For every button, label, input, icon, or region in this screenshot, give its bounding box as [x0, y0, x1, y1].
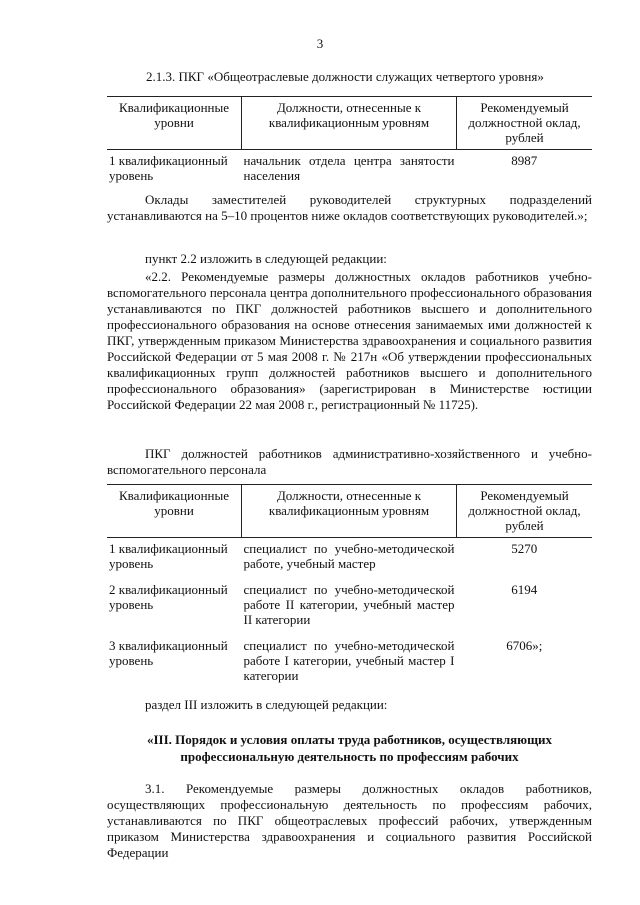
section-3-title: «III. Порядок и условия оплаты труда работников, осуществляющих профессиональную деятельность по профессиям рабочих [146, 732, 553, 764]
salary-value: 8987 [511, 153, 538, 168]
header-qualification-levels: Квалификационные уровни [107, 97, 242, 150]
header-recommended-salary: Рекомендуемый должностной оклад, рублей [457, 97, 593, 150]
salary-value: 6706»; [506, 638, 543, 653]
header-qualification-levels: Квалификационные уровни [107, 485, 242, 538]
position: специалист по учебно-методической работе II категории, учебный мастер II категории [243, 582, 455, 627]
table-row [107, 571, 592, 627]
header-positions: Должности, отнесенные к квалификационным уровням [242, 97, 457, 150]
table-header-row [107, 97, 592, 150]
pkg-caption-paragraph [107, 446, 592, 478]
table-header-row [107, 485, 592, 538]
position: специалист по учебно-методической работе, учебный мастер [243, 541, 455, 571]
qualification-level: 3 квалификационный уровень [109, 638, 228, 668]
section-3-intro: раздел III изложить в следующей редакции: [145, 697, 388, 712]
section-heading-2-1-3: 2.1.3. ПКГ «Общеотраслевые должности служащих четвертого уровня» [146, 69, 544, 84]
deputies-paragraph [107, 192, 592, 224]
table-row [107, 538, 592, 572]
qualification-level: 1 квалификационный уровень [109, 541, 228, 571]
header-recommended-salary: Рекомендуемый должностной оклад, рублей [457, 485, 593, 538]
clause-2-2-paragraph [107, 269, 592, 413]
clause-2-2-intro: пункт 2.2 изложить в следующей редакции: [145, 251, 387, 266]
salary-table-2 [107, 484, 592, 683]
pkg-caption-text: ПКГ должностей работников административно-хозяйственного и учебно-вспомогательного персонала [107, 446, 592, 477]
salary-table-1 [107, 96, 592, 183]
salary-value: 5270 [511, 541, 538, 556]
clause-2-2-text: «2.2. Рекомендуемые размеры должностных окладов работников учебно-вспомогательного персонала центра дополнительного профессионального образования устанавливаются по ПКГ должностей работников высшего и дополнительного профессионального образования на основе отнесения занимаемых ими должностей к ПКГ, утвержденным приказом Министерства здравоохранения и социального развития Российской Федерации от 5 мая 2008 г. № 217н «Об утверждении профессиональных квалификационных групп должностей работников высшего и дополнительного профессионального образования» (зарегистрирован в Министерстве юстиции Российской Федерации 22 мая 2008 г., регистрационный № 11725). [107, 269, 592, 412]
table-row [107, 627, 592, 683]
header-positions: Должности, отнесенные к квалификационным уровням [242, 485, 457, 538]
salary-value: 6194 [511, 582, 538, 597]
deputies-paragraph-text: Оклады заместителей руководителей структурных подразделений устанавливаются на 5–10 процентов ниже окладов соответствующих руководителей.»; [107, 192, 592, 223]
qualification-level: 2 квалификационный уровень [109, 582, 228, 612]
clause-3-1-text: 3.1. Рекомендуемые размеры должностных окладов работников, осуществляющих профессиональную деятельность по профессиям рабочих, устанавливаются по ПКГ общеотраслевых профессий рабочих, утвержденным приказом Министерства здравоохранения и социального развития Российской Федерации [107, 781, 592, 860]
position: начальник отдела центра занятости населения [243, 153, 455, 183]
table-row [107, 150, 592, 184]
clause-3-1-paragraph [107, 781, 592, 861]
qualification-level: 1 квалификационный уровень [109, 153, 228, 183]
position: специалист по учебно-методической работе I категории, учебный мастер I категории [243, 638, 455, 683]
page-number: 3 [316, 36, 324, 51]
